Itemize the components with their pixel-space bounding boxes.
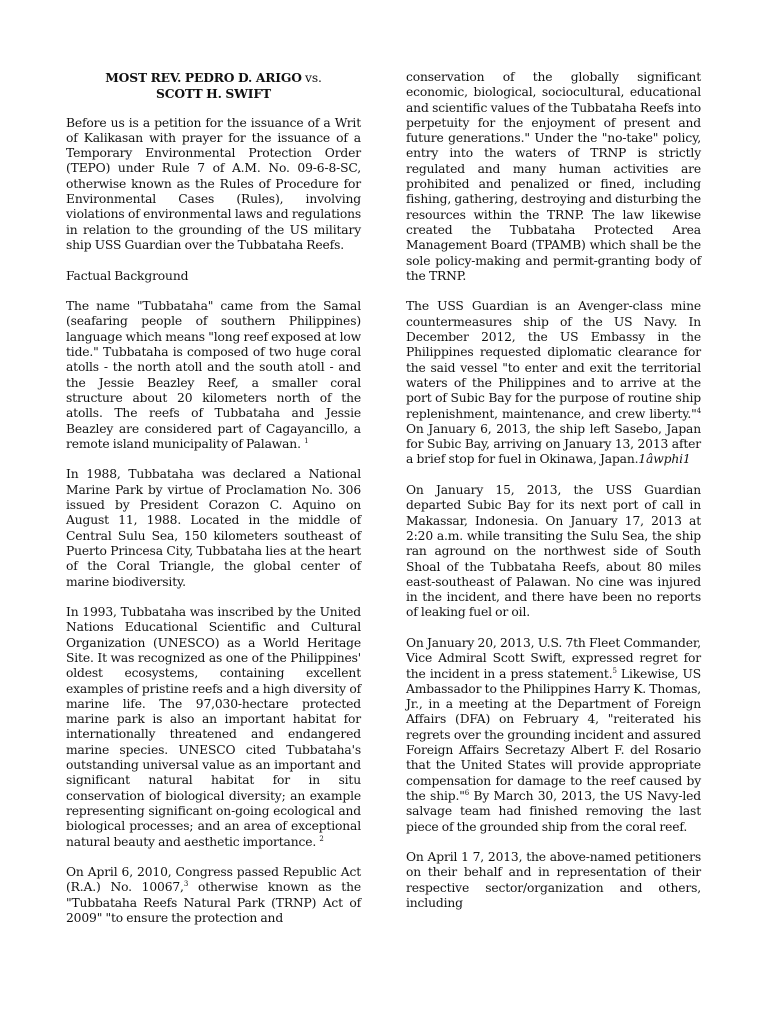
footnote-marker[interactable]: 3 xyxy=(183,880,189,889)
paragraph-text: The name "Tubbataha" came from the Samal (seafaring people of southern Philippines) language which means "long reef exposed at low tide." Tubbataha is composed of two huge coral atolls - the north atoll and the south atoll - and the Jessie Beazley Reef, a smaller coral structure about 20 kilometers north of the atolls. The reefs of Tubbataha and Jessie Beazley are considered part of Cagayancillo, a remote island municipality of Palawan. xyxy=(66,299,361,451)
paragraph-grounding: On January 15, 2013, the USS Guardian departed Subic Bay for its next port of call in Makassar, Indonesia. On January 17, 2013 at 2:20 a.m. while transiting the Sulu Sea, the ship ran aground on the northwest side of South Shoal of the Tubbataha Reefs, about 80 miles east-southeast of Palawan. No cine was injured in the incident, and there have been no reports of leaking fuel or oil. xyxy=(406,483,701,620)
watermark-text: 1âwphi1 xyxy=(638,452,691,467)
paragraph-text: On April 6, 2010, Congress passed Republic Act (R.A.) No. 10067, xyxy=(66,865,361,895)
paragraph-text: In 1993, Tubbataha was inscribed by the United Nations Educational Scientific and Cultural Organization (UNESCO) as a World Heritage Site. It was recognized as one of the Philippines' oldest ecosystems, containing excellent examples of pristine reefs and a high diversity of marine life. The 97,030-hectare protected marine park is also an important habitat for internationally threatened and endangered marine species. UNESCO cited Tubbataha's outstanding universal value as an important and significant natural habitat for in situ conservation of biological diversity; an example representing significant on-going ecological and biological processes; and an area of exceptional natural beauty and aesthetic importance. xyxy=(66,605,361,849)
paragraph-text: On January 6, 2013, the ship left Sasebo, Japan for Subic Bay, arriving on January 13, 2013 after a brief stop for fuel in Okinawa, Japan. xyxy=(406,421,701,467)
paragraph-republic-act xyxy=(66,865,361,926)
paragraph-national-marine-park: In 1988, Tubbataha was declared a National Marine Park by virtue of Proclamation No. 306 issued by President Corazon C. Aquino on August 11, 1988. Located in the middle of Central Sulu Sea, 150 kilometers southeast of Puerto Princesa City, Tubbataha lies at the heart of the Coral Triangle, the global center of marine biodiversity. xyxy=(66,467,361,589)
case-title xyxy=(66,70,361,102)
paragraph-uss-guardian xyxy=(406,299,701,467)
footnote-marker[interactable]: 4 xyxy=(696,406,701,415)
right-column xyxy=(406,70,701,927)
footnote-marker[interactable]: 2 xyxy=(319,834,324,843)
paragraph-regret-statement xyxy=(406,636,701,835)
paragraph-text: The USS Guardian is an Avenger-class mine countermeasures ship of the US Navy. In December 2012, the US Embassy in the Philippines requested diplomatic clearance for the said vessel "to enter and exit the territorial waters of the Philippines and to arrive at the port of Subic Bay for the purpose of routine ship replenishment, maintenance, and crew liberty." xyxy=(406,299,701,421)
footnote-marker[interactable]: 5 xyxy=(612,666,617,675)
paragraph-unesco xyxy=(66,605,361,850)
section-heading-factual-background: Factual Background xyxy=(66,268,189,283)
paragraph-trnp-conservation: conservation of the globally significant economic, biological, sociocultural, educational and scientific values of the Tubbataha Reefs into perpetuity for the enjoyment of present and future generations." Under the "no-take" policy, entry into the waters of TRNP is strictly regulated and many human activities are prohibited and penalized or fined, including fishing, gathering, destroying and disturbing the resources within the TRNP. The law likewise created the Tubbataha Protected Area Management Board (TPAMB) which shall be the sole policy-making and permit-granting body of the TRNP. xyxy=(406,70,701,283)
paragraph-text: Likewise, US Ambassador to the Philippines Harry K. Thomas, Jr., in a meeting at the Department of Foreign Affairs (DFA) on February 4, "reiterated his regrets over the grounding incident and assured Foreign Affairs Secretazy Albert F. del Rosario that the United States will provide appropriate compensation for damage to the reef caused by the ship." xyxy=(406,666,701,803)
case-title-vs: vs. xyxy=(301,71,322,85)
intro-paragraph: Before us is a petition for the issuance of a Writ of Kalikasan with prayer for the issuance of a Temporary Environmental Protection Order (TEPO) under Rule 7 of A.M. No. 09-6-8-SC, otherwise known as the Rules of Procedure for Environmental Cases (Rules), involving violations of environmental laws and regulations in relation to the grounding of the US military ship USS Guardian over the Tubbataha Reefs. xyxy=(66,115,361,252)
paragraph-text: By March 30, 2013, the US Navy-led salvage team had finished removing the last piece of the grounded ship from the coral reef. xyxy=(406,788,701,834)
footnote-marker[interactable]: 1 xyxy=(304,436,309,445)
footnote-marker[interactable]: 6 xyxy=(464,788,470,797)
left-column xyxy=(66,70,361,942)
case-title-respondent: SCOTT H. SWIFT xyxy=(156,86,271,102)
case-title-petitioner: MOST REV. PEDRO D. ARIGO xyxy=(105,70,302,85)
paragraph-petitioners: On April 1 7, 2013, the above-named petitioners on their behalf and in representation of their respective sector/organization and others, including xyxy=(406,850,701,911)
paragraph-text: otherwise known as the "Tubbataha Reefs Natural Park (TRNP) Act of 2009" "to ensure the protection and xyxy=(66,880,361,926)
paragraph-tubbataha-name xyxy=(66,299,361,452)
paragraph-text: On January 20, 2013, U.S. 7th Fleet Commander, Vice Admiral Scott Swift, expressed regret for the incident in a press statement. xyxy=(406,635,701,681)
